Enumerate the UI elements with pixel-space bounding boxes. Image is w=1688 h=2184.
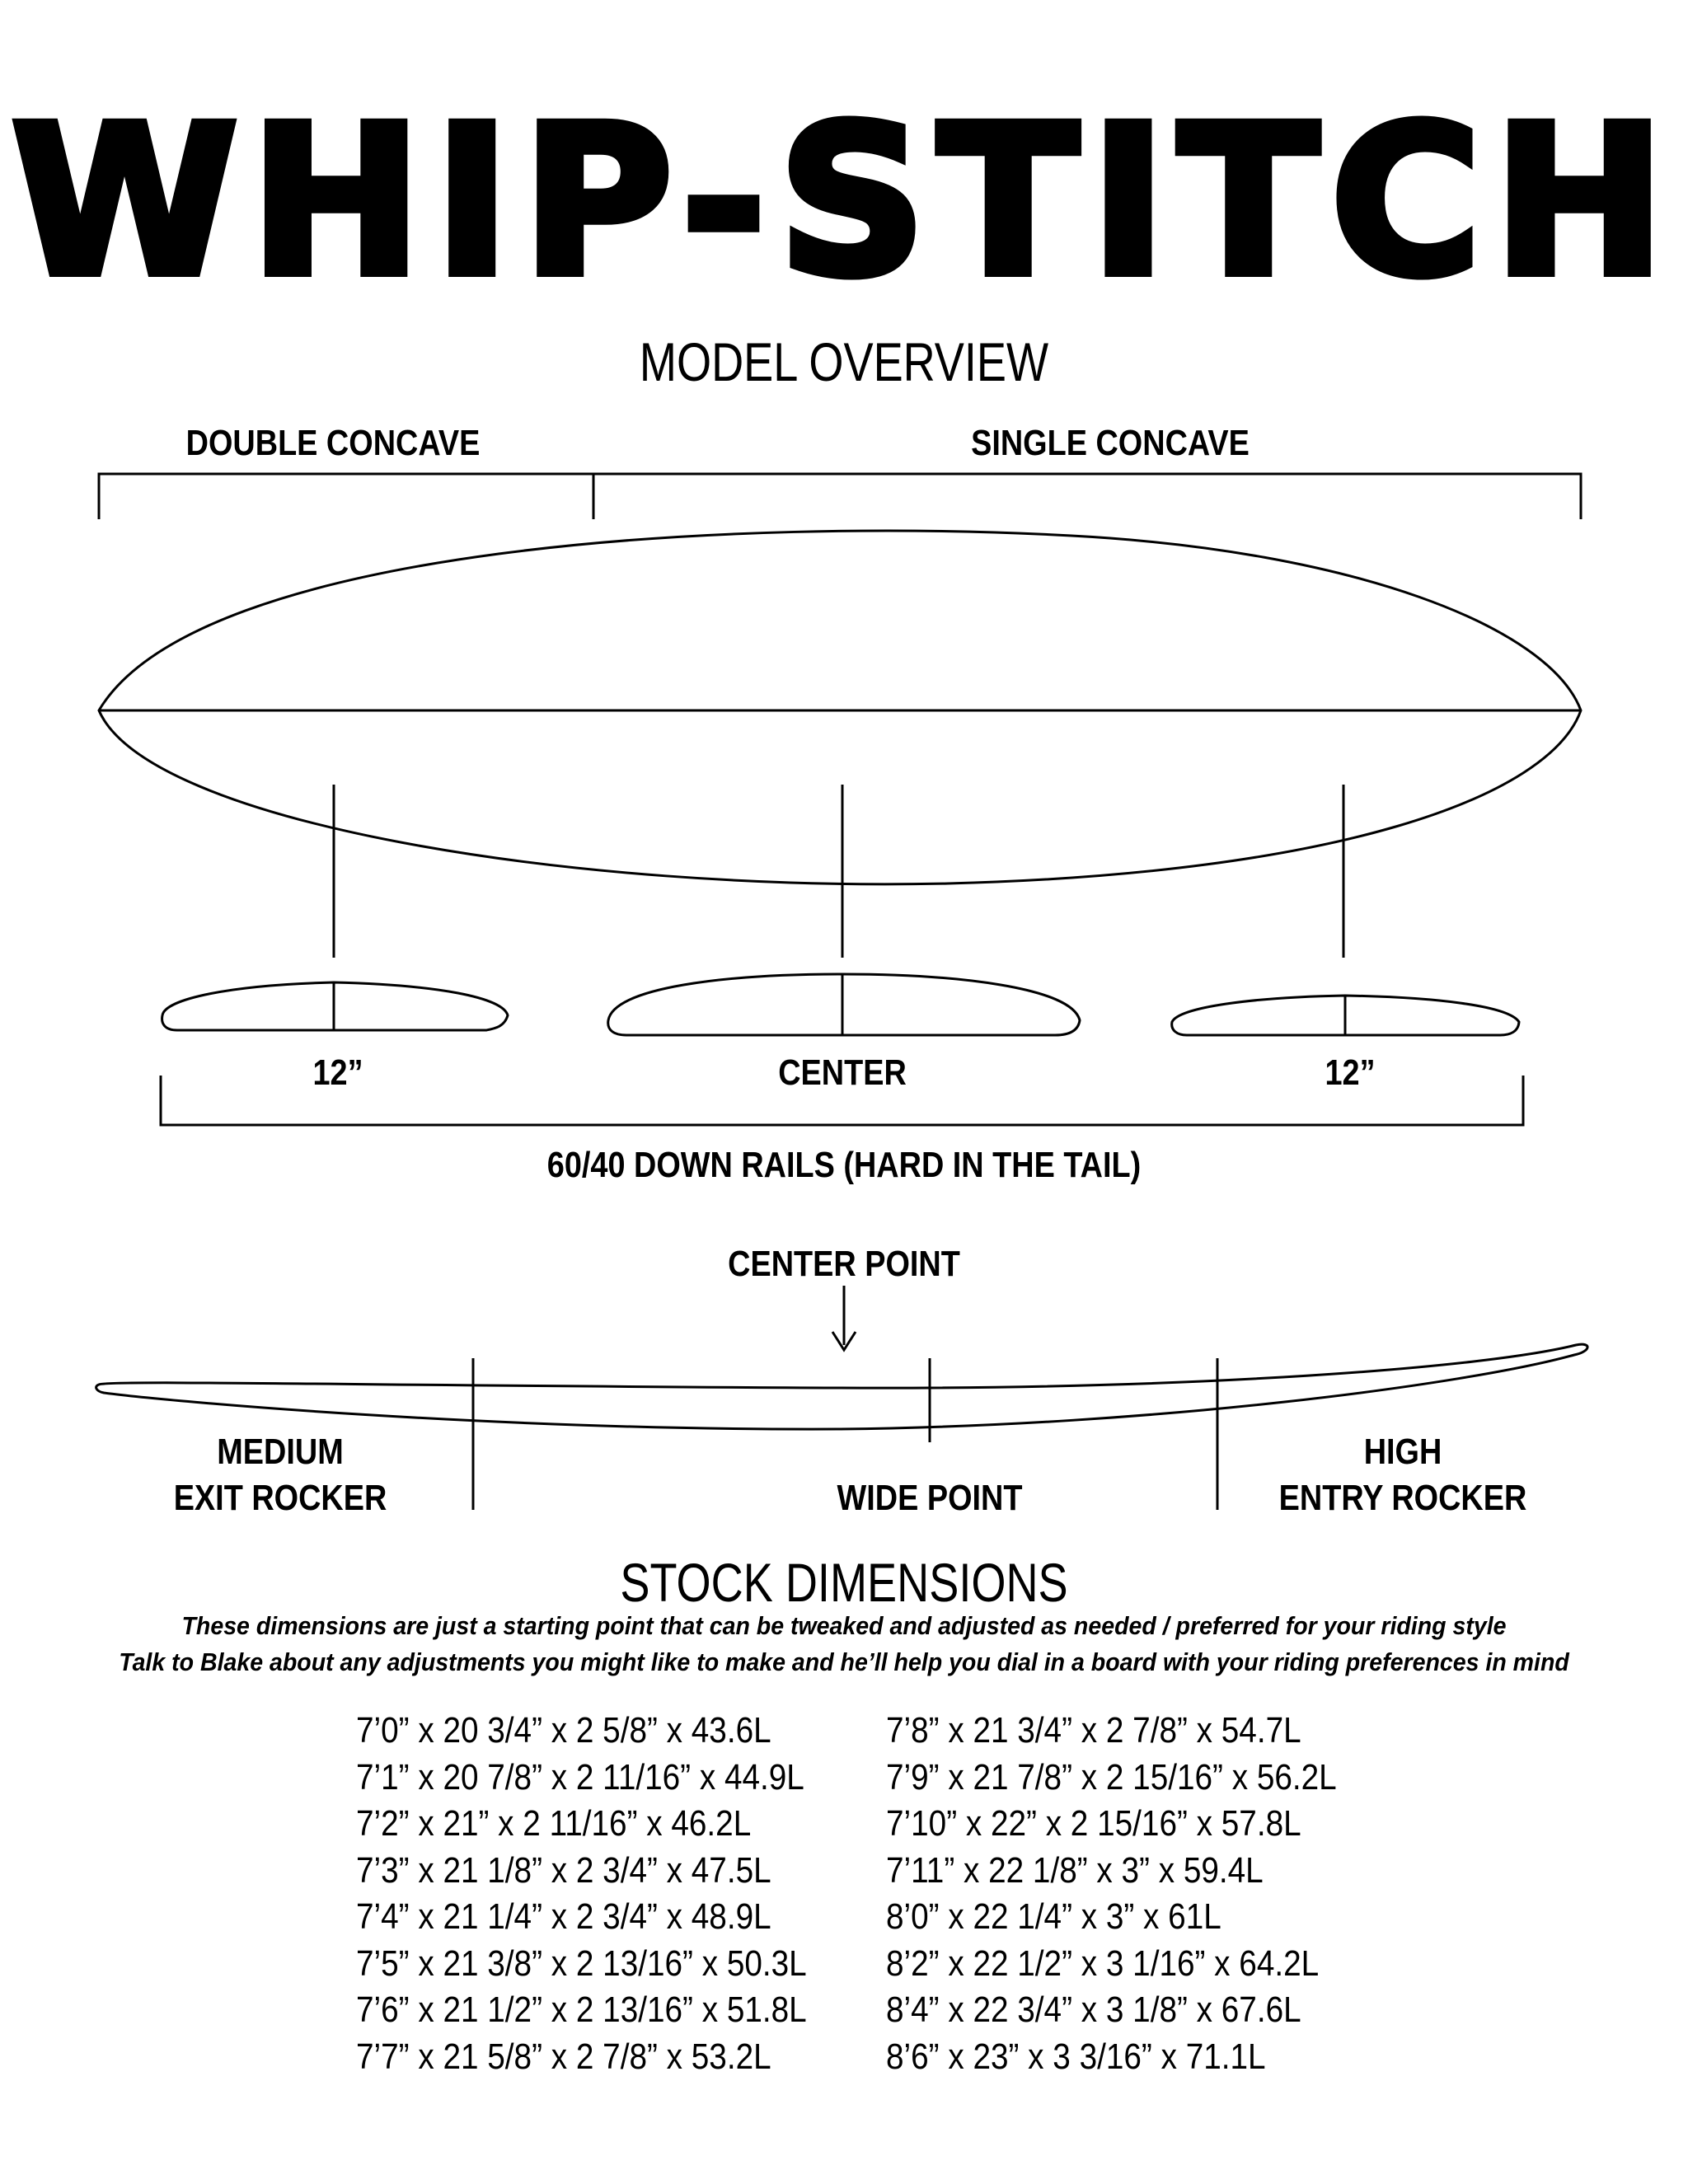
- dimension-row: 7’2” x 21” x 2 11/16” x 46.2L: [356, 1803, 752, 1844]
- board-outline: [99, 531, 1581, 884]
- dimension-row: 8’6” x 23” x 3 3/16” x 71.1L: [886, 2036, 1266, 2077]
- dimension-row: 8’4” x 22 3/4” x 3 1/8” x 67.6L: [886, 1990, 1301, 2030]
- dimension-row: 7’4” x 21 1/4” x 2 3/4” x 48.9L: [356, 1896, 771, 1937]
- dimension-row: 7’11” x 22 1/8” x 3” x 59.4L: [886, 1849, 1264, 1891]
- stock-note-line1: These dimensions are just a starting point that can be tweaked and adjusted as needed / preferred for your riding style: [181, 1611, 1507, 1640]
- brand-logo: WHIP-STITCH: [11, 82, 1677, 321]
- rails-note: 60/40 DOWN RAILS (HARD IN THE TAIL): [546, 1145, 1142, 1185]
- dimension-row: 7’5” x 21 3/8” x 2 13/16” x 50.3L: [356, 1943, 807, 1984]
- rail-section-left: [162, 982, 508, 1030]
- exit-rocker-label-line2: EXIT ROCKER: [173, 1478, 387, 1518]
- rail-label-center: CENTER: [778, 1052, 907, 1093]
- single-concave-label: SINGLE CONCAVE: [971, 423, 1250, 463]
- center-point-arrow: [832, 1286, 856, 1350]
- dimension-row: 7’6” x 21 1/2” x 2 13/16” x 51.8L: [356, 1990, 807, 2030]
- dimension-row: 7’1” x 20 7/8” x 2 11/16” x 44.9L: [356, 1756, 804, 1797]
- stock-note-line2: Talk to Blake about any adjustments you might like to make and he’ll help you dial in a board with your riding preferences in mind: [119, 1647, 1569, 1676]
- double-concave-label: DOUBLE CONCAVE: [185, 423, 481, 463]
- stock-dimensions-title: STOCK DIMENSIONS: [620, 1552, 1068, 1613]
- dimension-row: 7’0” x 20 3/4” x 2 5/8” x 43.6L: [356, 1710, 771, 1750]
- exit-rocker-label-line1: MEDIUM: [217, 1432, 344, 1472]
- dimensions-column-right: [886, 1708, 1398, 2080]
- dimensions-column-left: [356, 1708, 868, 2080]
- model-overview-title: MODEL OVERVIEW: [639, 331, 1049, 392]
- dimension-row: 8’0” x 22 1/4” x 3” x 61L: [886, 1896, 1221, 1937]
- rail-section-right: [1172, 996, 1519, 1035]
- rail-label-right: 12”: [1325, 1052, 1376, 1093]
- wide-point-label: WIDE POINT: [837, 1478, 1023, 1518]
- rail-section-center: [608, 974, 1080, 1035]
- entry-rocker-label-line1: HIGH: [1363, 1432, 1442, 1472]
- dimension-row: 7’8” x 21 3/4” x 2 7/8” x 54.7L: [886, 1710, 1301, 1750]
- dimension-row: 7’9” x 21 7/8” x 2 15/16” x 56.2L: [886, 1756, 1337, 1797]
- dimension-row: 7’7” x 21 5/8” x 2 7/8” x 53.2L: [356, 2036, 771, 2077]
- center-point-label: CENTER POINT: [728, 1244, 960, 1284]
- rail-label-left: 12”: [312, 1052, 363, 1093]
- dimension-row: 8’2” x 22 1/2” x 3 1/16” x 64.2L: [886, 1943, 1320, 1984]
- entry-rocker-label-line2: ENTRY ROCKER: [1278, 1478, 1527, 1518]
- concave-bracket: [99, 474, 1581, 519]
- dimension-row: 7’3” x 21 1/8” x 2 3/4” x 47.5L: [356, 1849, 771, 1891]
- dimension-row: 7’10” x 22” x 2 15/16” x 57.8L: [886, 1803, 1301, 1844]
